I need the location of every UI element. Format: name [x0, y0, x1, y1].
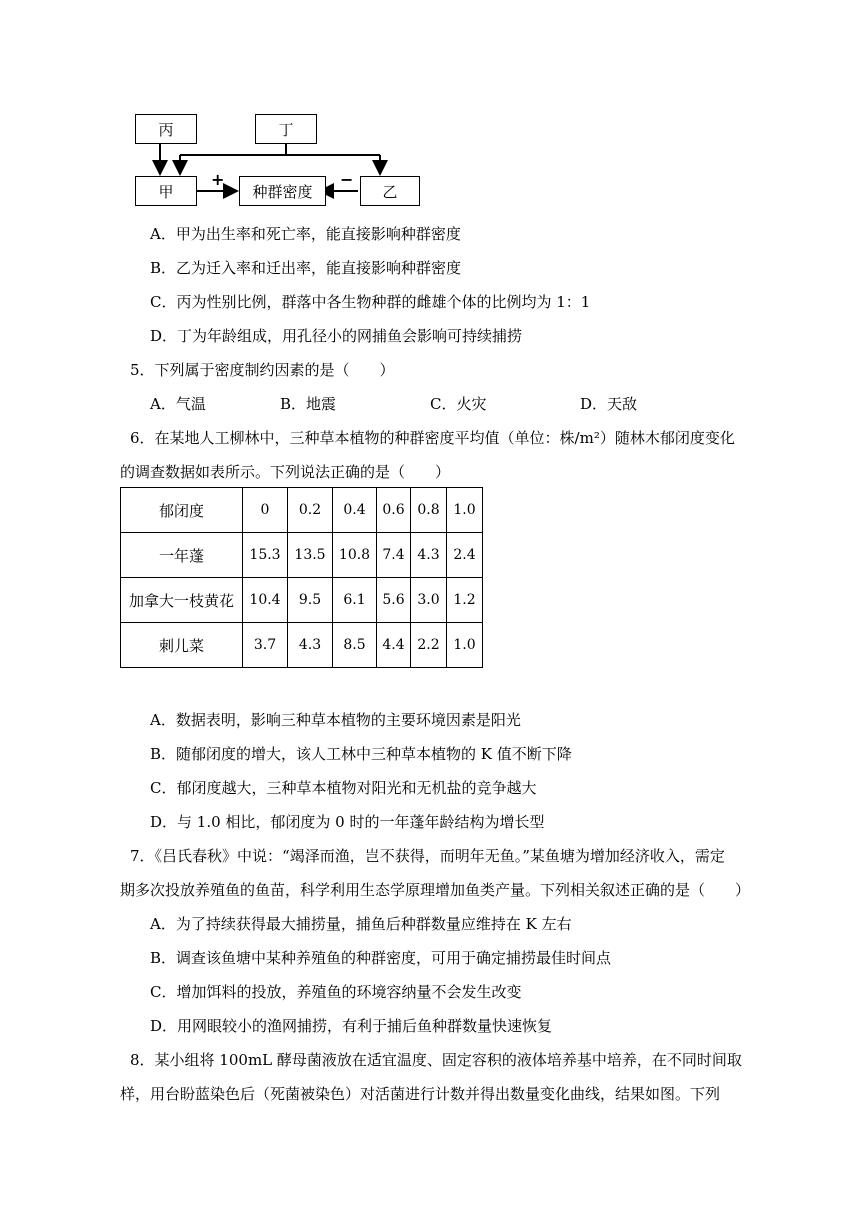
table-cell: 10.8	[333, 533, 377, 578]
table-cell: 0.8	[411, 488, 447, 533]
table-cell: 2.4	[447, 533, 483, 578]
table-cell: 5.6	[377, 578, 411, 623]
table-cell: 一年蓬	[121, 533, 243, 578]
q8-stem-line2: 样，用台盼蓝染色后（死菌被染色）对活菌进行计数并得出数量变化曲线，结果如图。下列	[120, 1085, 721, 1103]
table-cell: 郁闭度	[121, 488, 243, 533]
table-cell: 1.2	[447, 578, 483, 623]
q5-option-b: B．地震	[280, 395, 337, 413]
table-cell: 0	[243, 488, 288, 533]
box-ding: 丁	[255, 114, 317, 144]
q7-option-b: B．调查该鱼塘中某种养殖鱼的种群密度，可用于确定捕捞最佳时间点	[150, 949, 612, 967]
population-diagram	[120, 100, 440, 210]
q6-option-d: D．与 1.0 相比，郁闭度为 0 时的一年蓬年龄结构为增长型	[150, 813, 545, 831]
q7-option-a: A．为了持续获得最大捕捞量，捕鱼后种群数量应维持在 K 左右	[150, 915, 572, 933]
table-cell: 6.1	[333, 578, 377, 623]
q5-option-d: D．天敌	[580, 395, 638, 413]
q6-stem-line2: 的调查数据如表所示。下列说法正确的是（ ）	[120, 463, 451, 481]
table-row	[121, 578, 483, 623]
q4-option-b: B．乙为迁入率和迁出率，能直接影响种群密度	[150, 259, 462, 277]
table-cell: 1.0	[447, 488, 483, 533]
table-header-row	[121, 488, 483, 533]
q7-option-c: C．增加饵料的投放，养殖鱼的环境容纳量不会发生改变	[150, 983, 522, 1001]
q7-option-d: D．用网眼较小的渔网捕捞，有利于捕后鱼种群数量快速恢复	[150, 1017, 553, 1035]
table-row	[121, 623, 483, 668]
q6-option-c: C．郁闭度越大，三种草本植物对阳光和无机盐的竞争越大	[150, 779, 537, 797]
table-cell: 0.6	[377, 488, 411, 533]
table-cell: 4.3	[288, 623, 333, 668]
table-cell: 7.4	[377, 533, 411, 578]
q6-option-a: A．数据表明，影响三种草本植物的主要环境因素是阳光	[150, 711, 521, 729]
q6-stem-line1: 6．在某地人工柳林中，三种草本植物的种群密度平均值（单位：株/m²）随林木郁闭度变化	[130, 429, 735, 447]
table-cell: 3.7	[243, 623, 288, 668]
q7-stem-line1: 7．《吕氏春秋》中说：“竭泽而渔，岂不获得，而明年无鱼。”某鱼塘为增加经济收入，需定	[130, 847, 725, 865]
table-cell: 1.0	[447, 623, 483, 668]
q4-option-c: C．丙为性别比例，群落中各生物种群的雌雄个体的比例均为 1：1	[150, 293, 591, 311]
box-bing: 丙	[135, 114, 197, 144]
box-yi: 乙	[360, 176, 420, 206]
table-cell: 8.5	[333, 623, 377, 668]
table-cell: 4.3	[411, 533, 447, 578]
box-density: 种群密度	[239, 176, 326, 206]
q5-option-c: C．火灾	[430, 395, 487, 413]
table-cell: 0.2	[288, 488, 333, 533]
q6-data-table	[120, 487, 483, 668]
table-cell: 3.0	[411, 578, 447, 623]
q4-option-d: D．丁为年龄组成，用孔径小的网捕鱼会影响可持续捕捞	[150, 327, 523, 345]
q7-stem-line2: 期多次投放养殖鱼的鱼苗，科学利用生态学原理增加鱼类产量。下列相关叙述正确的是（ ）	[120, 881, 751, 899]
table-cell: 9.5	[288, 578, 333, 623]
table-cell: 4.4	[377, 623, 411, 668]
table-cell: 15.3	[243, 533, 288, 578]
table-cell: 加拿大一枝黄花	[121, 578, 243, 623]
q8-stem-line1: 8．某小组将 100mL 酵母菌液放在适宜温度、固定容积的液体培养基中培养，在不同时间取	[130, 1051, 742, 1069]
q6-option-b: B．随郁闭度的增大，该人工林中三种草本植物的 K 值不断下降	[150, 745, 572, 763]
table-cell: 0.4	[333, 488, 377, 533]
table-cell: 10.4	[243, 578, 288, 623]
table-row	[121, 533, 483, 578]
q4-option-a: A．甲为出生率和死亡率，能直接影响种群密度	[150, 225, 461, 243]
table-cell: 13.5	[288, 533, 333, 578]
q5-option-a: A．气温	[150, 395, 206, 413]
plus-sign: +	[211, 170, 225, 189]
table-cell: 2.2	[411, 623, 447, 668]
minus-sign: −	[340, 170, 354, 189]
table-cell: 刺儿菜	[121, 623, 243, 668]
q5-stem: 5．下列属于密度制约因素的是（ ）	[130, 361, 395, 379]
box-jia: 甲	[135, 176, 197, 206]
